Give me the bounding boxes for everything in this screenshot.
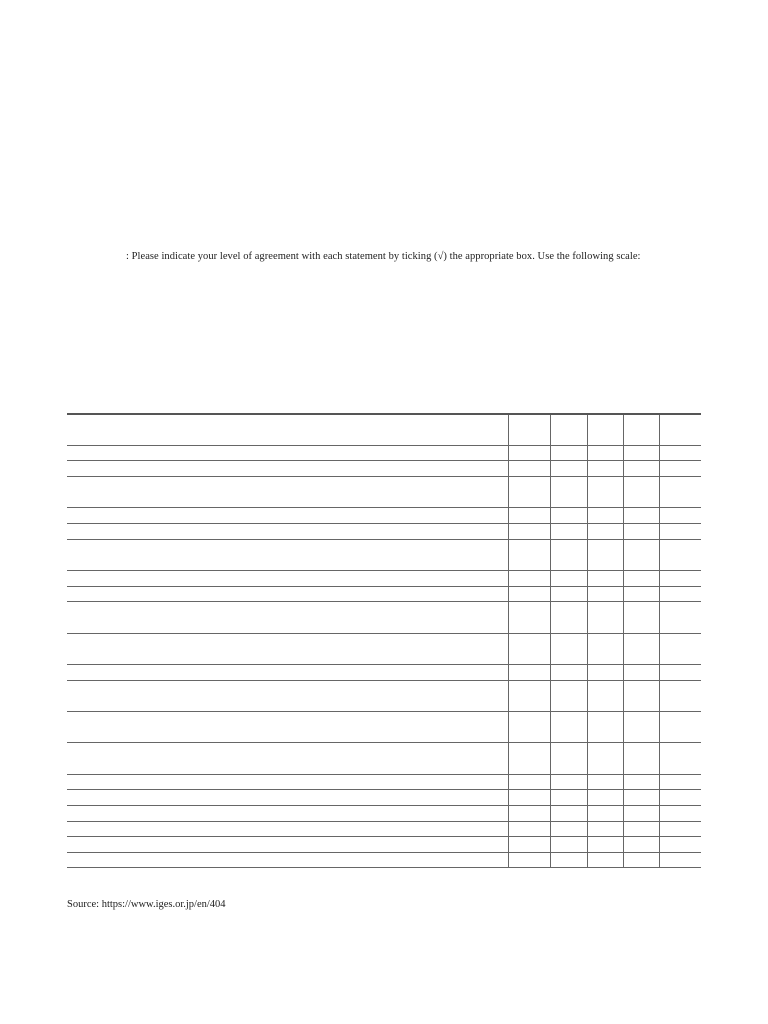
rating-checkbox-cell[interactable] (587, 852, 623, 868)
rating-checkbox-cell[interactable] (550, 524, 587, 540)
rating-checkbox-cell[interactable] (587, 571, 623, 587)
table-row (67, 508, 701, 524)
rating-checkbox-cell[interactable] (659, 790, 701, 806)
rating-checkbox-cell[interactable] (587, 712, 623, 743)
rating-checkbox-cell[interactable] (508, 445, 550, 461)
rating-checkbox-cell[interactable] (587, 665, 623, 681)
table-row (67, 665, 701, 681)
rating-checkbox-cell[interactable] (659, 680, 701, 711)
rating-checkbox-cell[interactable] (550, 665, 587, 681)
rating-checkbox-cell[interactable] (508, 508, 550, 524)
rating-checkbox-cell[interactable] (659, 461, 701, 477)
rating-checkbox-cell[interactable] (587, 790, 623, 806)
rating-checkbox-cell[interactable] (587, 774, 623, 790)
rating-checkbox-cell[interactable] (550, 477, 587, 508)
rating-checkbox-cell[interactable] (587, 821, 623, 837)
table-row (67, 586, 701, 602)
rating-checkbox-cell[interactable] (508, 774, 550, 790)
rating-checkbox-cell[interactable] (508, 790, 550, 806)
scale-header-cell (508, 414, 550, 445)
statement-cell (67, 837, 508, 853)
statement-cell (67, 477, 508, 508)
rating-checkbox-cell[interactable] (659, 586, 701, 602)
rating-checkbox-cell[interactable] (587, 477, 623, 508)
rating-checkbox-cell[interactable] (623, 586, 659, 602)
rating-checkbox-cell[interactable] (587, 539, 623, 570)
statement-header-cell (67, 414, 508, 445)
rating-checkbox-cell[interactable] (508, 805, 550, 821)
rating-checkbox-cell[interactable] (659, 571, 701, 587)
rating-checkbox-cell[interactable] (623, 852, 659, 868)
rating-checkbox-cell[interactable] (550, 539, 587, 570)
rating-checkbox-cell[interactable] (508, 743, 550, 774)
rating-checkbox-cell[interactable] (550, 790, 587, 806)
rating-checkbox-cell[interactable] (587, 508, 623, 524)
rating-checkbox-cell[interactable] (508, 821, 550, 837)
table-row (67, 852, 701, 868)
rating-checkbox-cell[interactable] (508, 571, 550, 587)
statement-cell (67, 805, 508, 821)
statement-cell (67, 508, 508, 524)
rating-checkbox-cell[interactable] (659, 774, 701, 790)
table-row (67, 461, 701, 477)
rating-checkbox-cell[interactable] (587, 743, 623, 774)
rating-checkbox-cell[interactable] (623, 461, 659, 477)
rating-checkbox-cell[interactable] (550, 712, 587, 743)
rating-checkbox-cell[interactable] (550, 461, 587, 477)
rating-checkbox-cell[interactable] (587, 680, 623, 711)
rating-checkbox-cell[interactable] (659, 665, 701, 681)
rating-checkbox-cell[interactable] (550, 837, 587, 853)
rating-checkbox-cell[interactable] (508, 852, 550, 868)
rating-checkbox-cell[interactable] (508, 633, 550, 664)
rating-checkbox-cell[interactable] (659, 712, 701, 743)
rating-checkbox-cell[interactable] (623, 445, 659, 461)
rating-checkbox-cell[interactable] (659, 602, 701, 633)
rating-checkbox-cell[interactable] (550, 821, 587, 837)
table-row (67, 680, 701, 711)
rating-checkbox-cell[interactable] (659, 743, 701, 774)
rating-checkbox-cell[interactable] (623, 774, 659, 790)
rating-checkbox-cell[interactable] (623, 712, 659, 743)
scale-header-cell (550, 414, 587, 445)
statement-cell (67, 665, 508, 681)
rating-checkbox-cell[interactable] (587, 633, 623, 664)
rating-checkbox-cell[interactable] (587, 805, 623, 821)
rating-checkbox-cell[interactable] (550, 586, 587, 602)
statement-cell (67, 743, 508, 774)
rating-checkbox-cell[interactable] (508, 524, 550, 540)
table-row (67, 821, 701, 837)
statement-cell (67, 680, 508, 711)
rating-checkbox-cell[interactable] (623, 524, 659, 540)
source-note: Source: https://www.iges.or.jp/en/404 (67, 899, 226, 910)
rating-checkbox-cell[interactable] (550, 445, 587, 461)
rating-checkbox-cell[interactable] (550, 852, 587, 868)
rating-checkbox-cell[interactable] (587, 837, 623, 853)
rating-checkbox-cell[interactable] (623, 805, 659, 821)
statement-cell (67, 602, 508, 633)
rating-checkbox-cell[interactable] (623, 602, 659, 633)
statement-cell (67, 712, 508, 743)
rating-checkbox-cell[interactable] (508, 477, 550, 508)
rating-checkbox-cell[interactable] (508, 837, 550, 853)
table-row (67, 712, 701, 743)
rating-checkbox-cell[interactable] (508, 586, 550, 602)
table-row (67, 539, 701, 570)
table-row (67, 774, 701, 790)
statement-cell (67, 524, 508, 540)
rating-checkbox-cell[interactable] (587, 586, 623, 602)
table-row (67, 524, 701, 540)
statement-cell (67, 790, 508, 806)
rating-checkbox-cell[interactable] (623, 633, 659, 664)
statement-cell (67, 539, 508, 570)
rating-checkbox-cell[interactable] (659, 852, 701, 868)
rating-checkbox-cell[interactable] (659, 837, 701, 853)
rating-checkbox-cell[interactable] (659, 477, 701, 508)
rating-checkbox-cell[interactable] (623, 539, 659, 570)
rating-checkbox-cell[interactable] (659, 539, 701, 570)
statement-cell (67, 852, 508, 868)
survey-instruction: : Please indicate your level of agreement with each statement by ticking (√) the appropriate box. Use the following scale: (126, 251, 641, 262)
rating-checkbox-cell[interactable] (623, 790, 659, 806)
rating-checkbox-cell[interactable] (508, 665, 550, 681)
rating-checkbox-cell[interactable] (550, 774, 587, 790)
scale-header-cell (659, 414, 701, 445)
rating-checkbox-cell[interactable] (659, 821, 701, 837)
table-row (67, 805, 701, 821)
rating-checkbox-cell[interactable] (623, 837, 659, 853)
statement-cell (67, 586, 508, 602)
rating-checkbox-cell[interactable] (508, 461, 550, 477)
statement-cell (67, 821, 508, 837)
rating-checkbox-cell[interactable] (623, 821, 659, 837)
rating-checkbox-cell[interactable] (623, 477, 659, 508)
table-row (67, 790, 701, 806)
rating-checkbox-cell[interactable] (550, 602, 587, 633)
rating-checkbox-cell[interactable] (659, 445, 701, 461)
table-row (67, 477, 701, 508)
statement-cell (67, 774, 508, 790)
rating-checkbox-cell[interactable] (508, 539, 550, 570)
rating-checkbox-cell[interactable] (623, 665, 659, 681)
rating-checkbox-cell[interactable] (550, 805, 587, 821)
rating-checkbox-cell[interactable] (550, 571, 587, 587)
table-row (67, 571, 701, 587)
table-header-row (67, 414, 701, 445)
rating-checkbox-cell[interactable] (659, 805, 701, 821)
table-row (67, 633, 701, 664)
table-row (67, 445, 701, 461)
agreement-rating-table (67, 413, 701, 868)
statement-cell (67, 461, 508, 477)
rating-checkbox-cell[interactable] (659, 633, 701, 664)
rating-checkbox-cell[interactable] (550, 743, 587, 774)
rating-checkbox-cell[interactable] (508, 680, 550, 711)
rating-checkbox-cell[interactable] (587, 461, 623, 477)
scale-header-cell (623, 414, 659, 445)
rating-checkbox-cell[interactable] (508, 602, 550, 633)
rating-checkbox-cell[interactable] (587, 602, 623, 633)
scale-header-cell (587, 414, 623, 445)
rating-checkbox-cell[interactable] (550, 508, 587, 524)
table-row (67, 837, 701, 853)
rating-checkbox-cell[interactable] (623, 743, 659, 774)
table-row (67, 602, 701, 633)
rating-checkbox-cell[interactable] (550, 633, 587, 664)
rating-checkbox-cell[interactable] (623, 571, 659, 587)
rating-checkbox-cell[interactable] (587, 524, 623, 540)
table-row (67, 743, 701, 774)
statement-cell (67, 571, 508, 587)
rating-checkbox-cell[interactable] (623, 508, 659, 524)
statement-cell (67, 633, 508, 664)
statement-cell (67, 445, 508, 461)
rating-checkbox-cell[interactable] (623, 680, 659, 711)
rating-checkbox-cell[interactable] (550, 680, 587, 711)
rating-checkbox-cell[interactable] (508, 712, 550, 743)
rating-checkbox-cell[interactable] (659, 524, 701, 540)
rating-checkbox-cell[interactable] (587, 445, 623, 461)
rating-checkbox-cell[interactable] (659, 508, 701, 524)
